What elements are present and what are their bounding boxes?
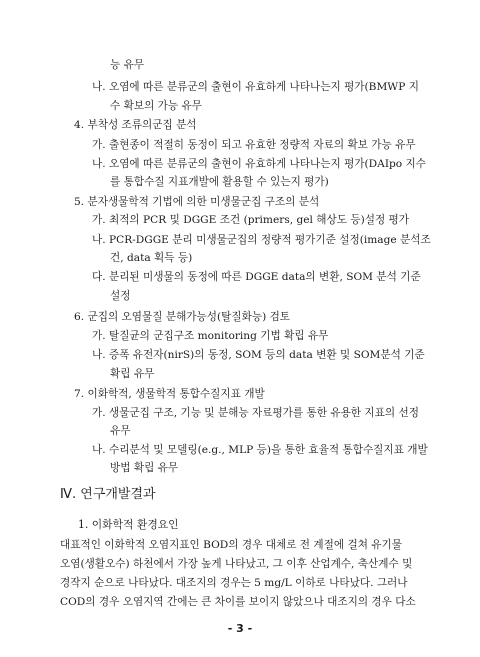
outline-line: 유무 xyxy=(110,425,131,437)
outline-line: 6. 군집의 오염물질 분해가능성(탈질화능) 검토 xyxy=(74,311,291,323)
outline-line: 나. 증폭 유전자(nirS)의 동정, SOM 등의 data 변환 및 SOM분석 기준 xyxy=(92,349,425,361)
section-heading: Ⅳ. 연구개발결과 xyxy=(60,487,156,502)
outline-line: 능 유무 xyxy=(110,59,145,71)
paragraph-line: 경작지 순으로 나타났다. 대조지의 경우는 5 mg/L 이하로 나타났다. 그러나 xyxy=(60,577,408,589)
outline-line: 가. 출현종이 적절히 동정이 되고 유효한 정량적 자료의 확보 가능 유무 xyxy=(92,139,416,151)
outline-line: 확립 유무 xyxy=(110,368,155,380)
outline-line: 다. 분리된 미생물의 동정에 따른 DGGE data의 변환, SOM 분석 기준 xyxy=(92,271,421,283)
subsection-title: 1. 이화학적 환경요인 xyxy=(78,518,179,531)
outline-line: 7. 이화학적, 생물학적 통합수질지표 개발 xyxy=(74,388,265,400)
outline-line: 나. 오염에 따른 분류군의 출현이 유효하게 나타나는지 평가(BMWP 지 xyxy=(92,81,419,93)
page-number: - 3 - xyxy=(227,622,253,635)
outline-line: 가. 최적의 PCR 및 DGGE 조건 (primers, gel 해상도 등)설정 평가 xyxy=(92,214,410,226)
paragraph-line: 대표적인 이화학적 오염지표인 BOD의 경우 대체로 전 계절에 걸쳐 유기물 xyxy=(60,539,403,551)
outline-line: 방법 확립 유무 xyxy=(110,462,179,474)
paragraph-line: COD의 경우 오염지역 간에는 큰 차이를 보이지 않았으나 대조지의 경우 다소 xyxy=(60,596,416,608)
paragraph-line: 오염(생활오수) 하천에서 가장 높게 나타났고, 그 이후 산업계수, 축산계수 및 xyxy=(60,558,413,570)
outline-line: 나. 오염에 따른 분류군의 출현이 유효하게 나타나는지 평가(DAIpo 지수 xyxy=(92,158,426,170)
outline-line: 나. PCR-DGGE 분리 미생물군집의 정량적 평가기준 설정(image 분석조 xyxy=(92,234,431,246)
outline-line: 가. 생물군집 구조, 기능 및 분해능 자료평가를 통한 유용한 지표의 선정 xyxy=(92,407,419,419)
outline-line: 5. 분자생물학적 기법에 의한 미생물군집 구조의 분석 xyxy=(74,196,320,208)
outline-line: 건, data 획득 등) xyxy=(110,252,193,264)
outline-line: 4. 부착성 조류의군집 분석 xyxy=(74,119,197,131)
outline-line: 나. 수리분석 및 모델링(e.g., MLP 등)을 통한 효율적 통합수질지표 개발 xyxy=(92,444,428,456)
outline-line: 가. 탈질균의 군집구조 monitoring 기법 확립 유무 xyxy=(92,330,329,342)
outline-line: 설정 xyxy=(110,290,131,302)
outline-line: 를 통합수질 지표개발에 활용할 수 있는지 평가) xyxy=(110,176,329,188)
outline-line: 수 확보의 가능 유무 xyxy=(110,100,202,112)
